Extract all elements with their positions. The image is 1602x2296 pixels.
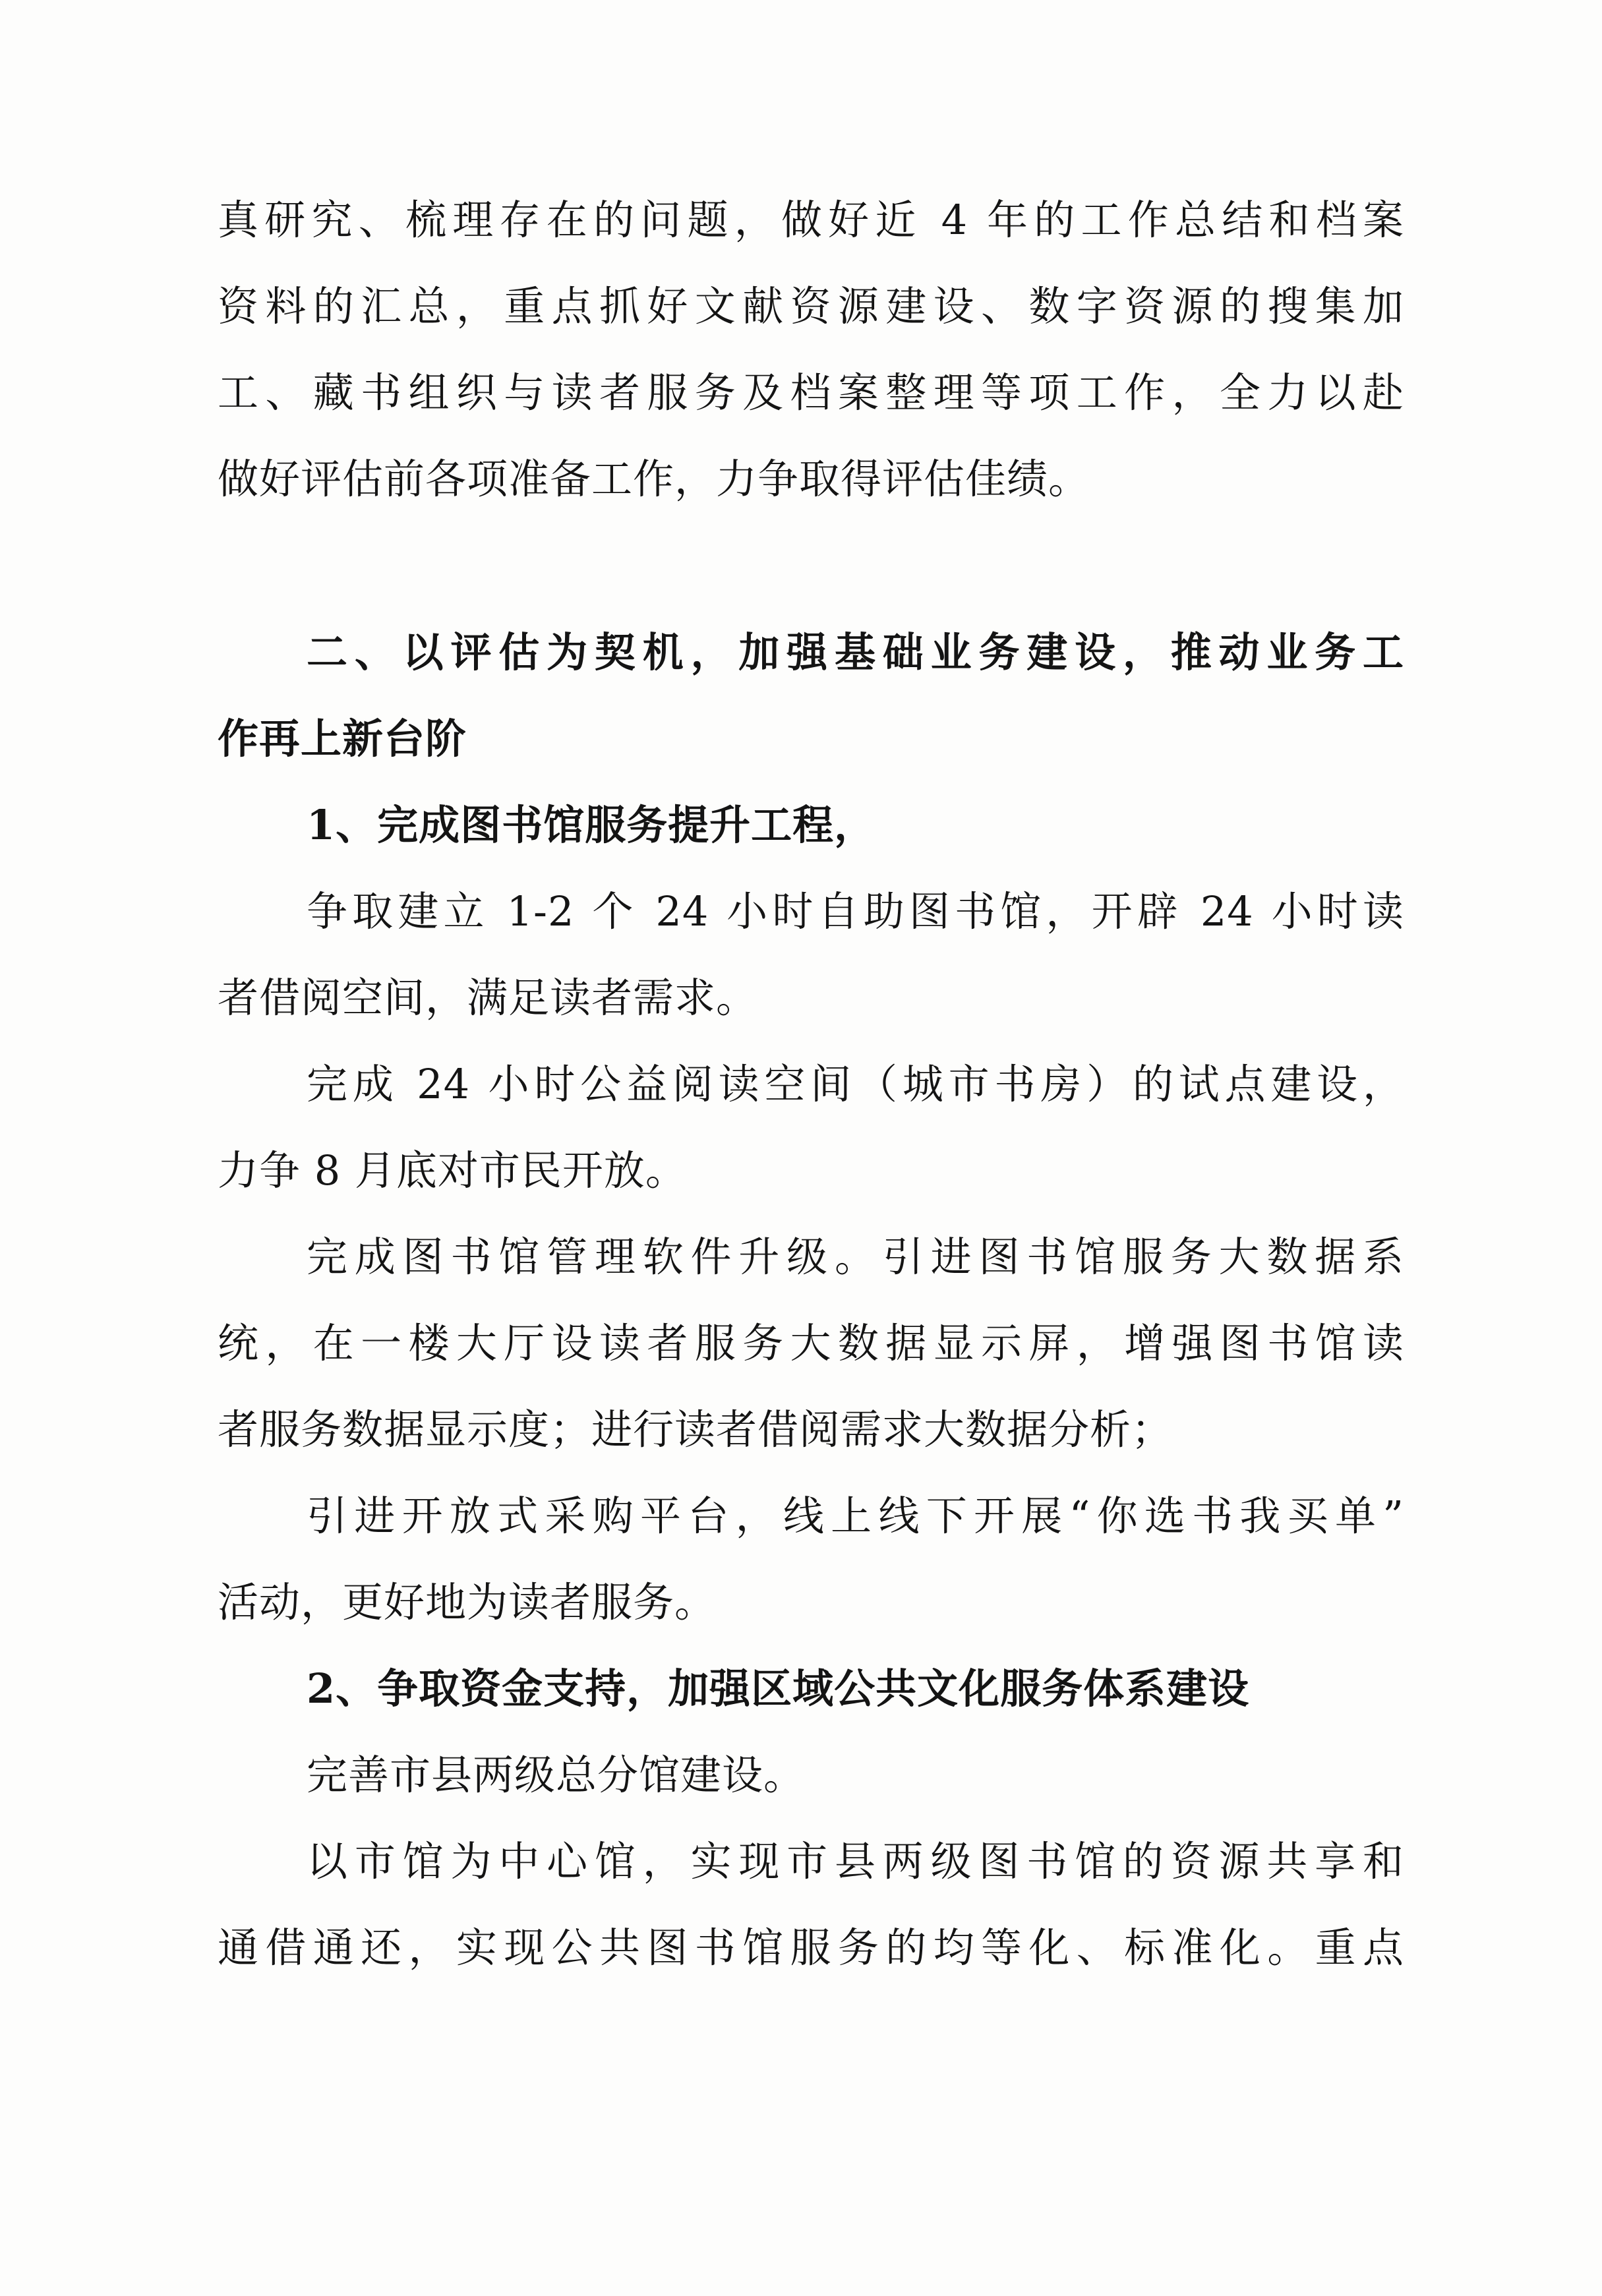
body-text-line: 完成 24 小时公益阅读空间（城市书房）的试点建设， (307, 1060, 1404, 1108)
section-heading: 作再上新台阶 (218, 715, 467, 763)
body-text-line: 真研究、梳理存在的问题，做好近 4 年的工作总结和档案 (218, 196, 1404, 244)
body-text-line: 完成图书馆管理软件升级。引进图书馆服务大数据系 (307, 1233, 1404, 1281)
section-heading: 二、以评估为契机，加强基础业务建设，推动业务工 (307, 628, 1404, 676)
body-text-line: 完善市县两级总分馆建设。 (307, 1751, 806, 1799)
body-text-line: 通借通还，实现公共图书馆服务的均等化、标准化。重点 (218, 1924, 1404, 1972)
body-text-line: 做好评估前各项准备工作，力争取得评估佳绩。 (218, 455, 1090, 503)
body-text-line: 以市馆为中心馆，实现市县两级图书馆的资源共享和 (307, 1837, 1404, 1885)
body-text-line: 工、藏书组织与读者服务及档案整理等项工作，全力以赴 (218, 368, 1404, 417)
body-text-line: 争取建立 1-2 个 24 小时自助图书馆，开辟 24 小时读 (307, 887, 1404, 935)
body-text-line: 资料的汇总，重点抓好文献资源建设、数字资源的搜集加 (218, 282, 1404, 330)
item-heading: 2、争取资金支持，加强区域公共文化服务体系建设 (307, 1664, 1250, 1713)
body-text-line: 力争 8 月底对市民开放。 (218, 1146, 687, 1194)
body-text-line: 引进开放式采购平台，线上线下开展“你选书我买单” (307, 1492, 1404, 1540)
item-heading: 1、完成图书馆服务提升工程， (307, 801, 876, 849)
body-text-line: 者服务数据显示度；进行读者借阅需求大数据分析； (218, 1405, 1173, 1454)
body-text-line: 者借阅空间，满足读者需求。 (218, 974, 758, 1022)
body-text-line: 统，在一楼大厅设读者服务大数据显示屏，增强图书馆读 (218, 1319, 1404, 1367)
body-text-line: 活动，更好地为读者服务。 (218, 1578, 717, 1626)
